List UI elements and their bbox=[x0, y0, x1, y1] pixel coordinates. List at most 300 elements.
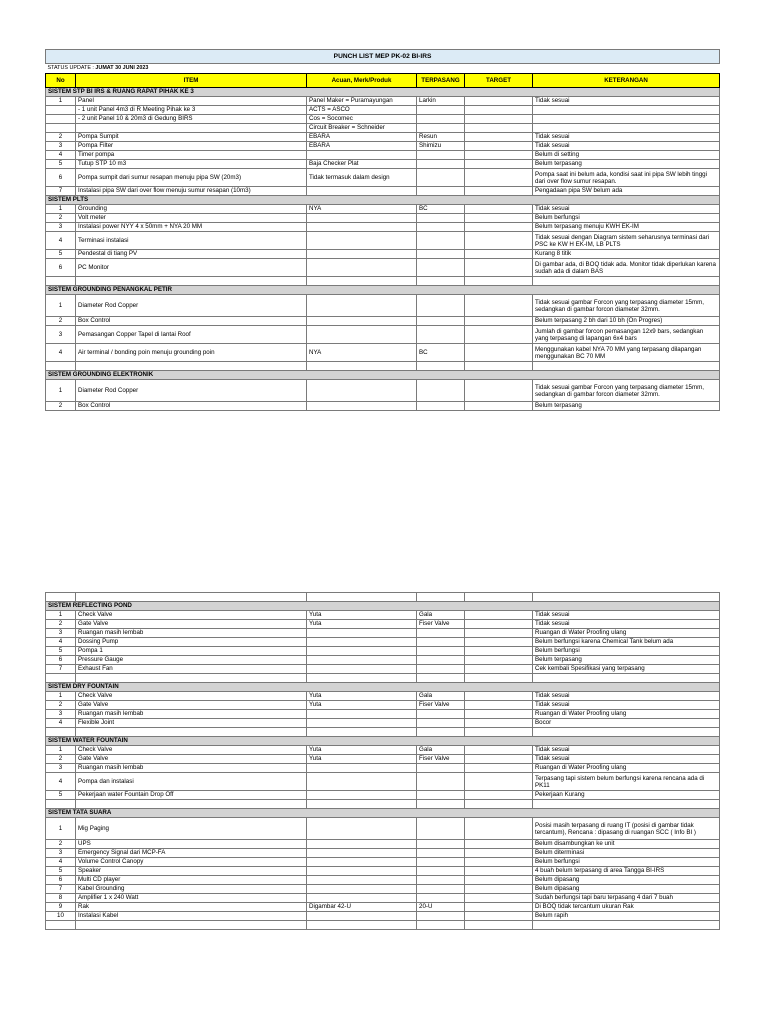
table-row bbox=[46, 656, 720, 665]
cell-terpasang bbox=[417, 876, 465, 885]
cell-target bbox=[465, 97, 533, 106]
table-row bbox=[46, 858, 720, 867]
cell-item: Speaker bbox=[76, 867, 307, 876]
table-row bbox=[46, 133, 720, 142]
cell-item: Pompa sumpit dari sumur resapan menuju pipa SW (20m3) bbox=[76, 169, 307, 187]
cell-acuan: EBARA bbox=[307, 142, 417, 151]
cell-no: 4 bbox=[46, 773, 76, 791]
cell-target bbox=[465, 187, 533, 196]
cell-terpasang bbox=[417, 921, 465, 930]
cell-no: 3 bbox=[46, 849, 76, 858]
cell-target bbox=[465, 326, 533, 344]
table-row bbox=[46, 674, 720, 683]
cell-terpasang bbox=[417, 849, 465, 858]
cell-no: 6 bbox=[46, 876, 76, 885]
cell-target bbox=[465, 160, 533, 169]
cell-item: Tutup STP 10 m3 bbox=[76, 160, 307, 169]
cell-item: UPS bbox=[76, 840, 307, 849]
cell-item: Gate Valve bbox=[76, 620, 307, 629]
cell-target bbox=[465, 115, 533, 124]
cell-item: Gate Valve bbox=[76, 701, 307, 710]
cell-acuan bbox=[307, 764, 417, 773]
cell-acuan: Yuta bbox=[307, 755, 417, 764]
cell-no: 1 bbox=[46, 295, 76, 317]
cell-keterangan: Tidak sesuai bbox=[533, 755, 720, 764]
cell-item: Emergency Signal dari MCP-FA bbox=[76, 849, 307, 858]
cell-target bbox=[465, 692, 533, 701]
cell-no bbox=[46, 800, 76, 809]
cell-terpasang bbox=[417, 629, 465, 638]
cell-acuan bbox=[307, 277, 417, 286]
cell-no bbox=[46, 674, 76, 683]
cell-terpasang bbox=[417, 728, 465, 737]
cell-target bbox=[465, 674, 533, 683]
cell-acuan bbox=[307, 719, 417, 728]
cell-target bbox=[465, 362, 533, 371]
section-header-row bbox=[46, 602, 720, 611]
cell-keterangan: Pekerjaan Kurang bbox=[533, 791, 720, 800]
cell-item: Volume Control Canopy bbox=[76, 858, 307, 867]
cell-target bbox=[465, 169, 533, 187]
table-row bbox=[46, 840, 720, 849]
cell-no: 6 bbox=[46, 259, 76, 277]
cell-target bbox=[465, 223, 533, 232]
cell-terpasang bbox=[417, 800, 465, 809]
cell-acuan bbox=[307, 629, 417, 638]
cell-no bbox=[46, 593, 76, 602]
table-row bbox=[46, 921, 720, 930]
table-row bbox=[46, 97, 720, 106]
cell-target bbox=[465, 629, 533, 638]
table-row bbox=[46, 773, 720, 791]
cell-keterangan: Tidak sesuai bbox=[533, 620, 720, 629]
cell-keterangan: Pengadaan pipa SW belum ada bbox=[533, 187, 720, 196]
cell-keterangan: Tidak sesuai bbox=[533, 746, 720, 755]
cell-terpasang bbox=[417, 317, 465, 326]
cell-target bbox=[465, 259, 533, 277]
section-title: SISTEM STP BI IRS & RUANG RAPAT PIHAK KE 3 bbox=[46, 88, 720, 97]
cell-item bbox=[76, 124, 307, 133]
section-header-row bbox=[46, 371, 720, 380]
cell-terpasang bbox=[417, 710, 465, 719]
cell-terpasang bbox=[417, 232, 465, 250]
cell-keterangan: Belum terpasang bbox=[533, 160, 720, 169]
cell-keterangan: Belum dipasang bbox=[533, 885, 720, 894]
cell-item: Exhaust Fan bbox=[76, 665, 307, 674]
cell-no bbox=[46, 921, 76, 930]
cell-no: 3 bbox=[46, 142, 76, 151]
section-title: SISTEM GROUNDING ELEKTRONIK bbox=[46, 371, 720, 380]
cell-keterangan: Tidak sesuai bbox=[533, 205, 720, 214]
table-row bbox=[46, 701, 720, 710]
cell-keterangan: Tidak sesuai bbox=[533, 701, 720, 710]
cell-item: Pompa 1 bbox=[76, 647, 307, 656]
header-acuan: Acuan, Merk/Produk bbox=[307, 74, 417, 88]
cell-acuan bbox=[307, 593, 417, 602]
cell-target bbox=[465, 232, 533, 250]
table-row bbox=[46, 380, 720, 402]
table-row bbox=[46, 791, 720, 800]
cell-item: Pemasangan Copper Tapel di lantai Roof bbox=[76, 326, 307, 344]
cell-item bbox=[76, 674, 307, 683]
cell-no: 2 bbox=[46, 133, 76, 142]
table-row bbox=[46, 124, 720, 133]
cell-target bbox=[465, 665, 533, 674]
cell-no: 5 bbox=[46, 867, 76, 876]
cell-keterangan bbox=[533, 674, 720, 683]
cell-no: 2 bbox=[46, 755, 76, 764]
title-row bbox=[46, 50, 720, 64]
cell-terpasang bbox=[417, 647, 465, 656]
cell-target bbox=[465, 344, 533, 362]
cell-acuan: ACTS = ASCO bbox=[307, 106, 417, 115]
cell-terpasang bbox=[417, 277, 465, 286]
cell-terpasang: Fiser Valve bbox=[417, 701, 465, 710]
table-row bbox=[46, 638, 720, 647]
cell-item: Terminasi instalasi bbox=[76, 232, 307, 250]
table-row bbox=[46, 115, 720, 124]
cell-terpasang bbox=[417, 840, 465, 849]
cell-target bbox=[465, 295, 533, 317]
cell-keterangan bbox=[533, 277, 720, 286]
table-row bbox=[46, 205, 720, 214]
cell-keterangan: Tidak sesuai gambar Forcon yang terpasang diameter 15mm, sedangkan di gambar forcon diameter 32mm. bbox=[533, 295, 720, 317]
table-row bbox=[46, 912, 720, 921]
cell-item: Kabel Grounding bbox=[76, 885, 307, 894]
cell-no: 4 bbox=[46, 344, 76, 362]
cell-no: 5 bbox=[46, 250, 76, 259]
table-row bbox=[46, 800, 720, 809]
table-row bbox=[46, 295, 720, 317]
cell-no: 1 bbox=[46, 611, 76, 620]
section-header-row bbox=[46, 286, 720, 295]
cell-item: Check Valve bbox=[76, 746, 307, 755]
cell-terpasang bbox=[417, 791, 465, 800]
cell-target bbox=[465, 849, 533, 858]
cell-terpasang bbox=[417, 106, 465, 115]
cell-item: Check Valve bbox=[76, 692, 307, 701]
cell-no: 6 bbox=[46, 656, 76, 665]
table-row bbox=[46, 903, 720, 912]
page-title: PUNCH LIST MEP PK-02 BI-IRS bbox=[46, 50, 720, 64]
cell-target bbox=[465, 151, 533, 160]
cell-terpasang: Gala bbox=[417, 746, 465, 755]
punch-list-sheet-top bbox=[45, 49, 719, 411]
cell-keterangan: Belum terpasang bbox=[533, 402, 720, 411]
cell-acuan bbox=[307, 885, 417, 894]
cell-keterangan: Belum berfungsi karena Chemical Tank belum ada bbox=[533, 638, 720, 647]
cell-terpasang bbox=[417, 402, 465, 411]
cell-keterangan: Di gambar ada, di BOQ tidak ada. Monitor tidak diperlukan karena sudah ada di dalam BAS bbox=[533, 259, 720, 277]
cell-acuan bbox=[307, 250, 417, 259]
cell-item: Timer pompa bbox=[76, 151, 307, 160]
cell-target bbox=[465, 214, 533, 223]
cell-keterangan: Tidak sesuai dengan Diagram sistem seharusnya terminasi dari PSC ke KW H EK-IM, LB PLTS bbox=[533, 232, 720, 250]
cell-no: 2 bbox=[46, 620, 76, 629]
cell-target bbox=[465, 921, 533, 930]
cell-acuan bbox=[307, 647, 417, 656]
table-row bbox=[46, 818, 720, 840]
cell-keterangan: Ruangan di Water Proofing ulang bbox=[533, 764, 720, 773]
cell-terpasang bbox=[417, 858, 465, 867]
cell-terpasang bbox=[417, 214, 465, 223]
cell-keterangan: Tidak sesuai bbox=[533, 97, 720, 106]
cell-acuan: Tidak termasuk dalam design bbox=[307, 169, 417, 187]
table-row bbox=[46, 647, 720, 656]
cell-terpasang: Larkin bbox=[417, 97, 465, 106]
cell-item: Diameter Rod Copper bbox=[76, 295, 307, 317]
cell-acuan: Digambar 42-U bbox=[307, 903, 417, 912]
cell-item: Box Control bbox=[76, 317, 307, 326]
cell-terpasang bbox=[417, 593, 465, 602]
table-row bbox=[46, 362, 720, 371]
cell-no: 4 bbox=[46, 719, 76, 728]
cell-keterangan: Menggunakan kabel NYA 70 MM yang terpasang dilapangan menggunakan BC 70 MM bbox=[533, 344, 720, 362]
cell-keterangan: Tidak sesuai bbox=[533, 692, 720, 701]
table-row bbox=[46, 611, 720, 620]
cell-acuan bbox=[307, 638, 417, 647]
cell-target bbox=[465, 593, 533, 602]
cell-terpasang bbox=[417, 223, 465, 232]
cell-acuan bbox=[307, 295, 417, 317]
cell-no: 5 bbox=[46, 160, 76, 169]
cell-item: Pressure Gauge bbox=[76, 656, 307, 665]
cell-acuan bbox=[307, 656, 417, 665]
header-no: No bbox=[46, 74, 76, 88]
cell-no bbox=[46, 728, 76, 737]
cell-terpasang: 20-U bbox=[417, 903, 465, 912]
header-item: ITEM bbox=[76, 74, 307, 88]
cell-keterangan: Ruangan di Water Proofing ulang bbox=[533, 710, 720, 719]
cell-item: Ruangan masih lembab bbox=[76, 629, 307, 638]
cell-no: 5 bbox=[46, 791, 76, 800]
cell-no: 2 bbox=[46, 402, 76, 411]
table-row bbox=[46, 755, 720, 764]
table-row bbox=[46, 710, 720, 719]
table-row bbox=[46, 326, 720, 344]
cell-acuan: Yuta bbox=[307, 620, 417, 629]
cell-target bbox=[465, 912, 533, 921]
cell-keterangan: Kurang 8 titik bbox=[533, 250, 720, 259]
table-row bbox=[46, 402, 720, 411]
cell-terpasang bbox=[417, 912, 465, 921]
cell-terpasang bbox=[417, 259, 465, 277]
cell-keterangan: Belum dipasang bbox=[533, 876, 720, 885]
section-title: SISTEM TATA SUARA bbox=[46, 809, 720, 818]
cell-target bbox=[465, 840, 533, 849]
cell-acuan bbox=[307, 849, 417, 858]
cell-terpasang bbox=[417, 674, 465, 683]
cell-item: Instalasi Kabel bbox=[76, 912, 307, 921]
table-row bbox=[46, 665, 720, 674]
cell-target bbox=[465, 656, 533, 665]
cell-target bbox=[465, 746, 533, 755]
table-row bbox=[46, 160, 720, 169]
cell-item: Pekerjaan water Fountain Drop Off bbox=[76, 791, 307, 800]
cell-target bbox=[465, 728, 533, 737]
cell-item: Diameter Rod Copper bbox=[76, 380, 307, 402]
cell-no bbox=[46, 124, 76, 133]
section-header-row bbox=[46, 196, 720, 205]
cell-item: Dossing Pump bbox=[76, 638, 307, 647]
cell-target bbox=[465, 250, 533, 259]
table-row bbox=[46, 223, 720, 232]
table-row bbox=[46, 106, 720, 115]
cell-item bbox=[76, 362, 307, 371]
table-row bbox=[46, 232, 720, 250]
cell-terpasang bbox=[417, 115, 465, 124]
cell-no bbox=[46, 115, 76, 124]
status-date: JUMAT 30 JUNI 2023 bbox=[95, 64, 149, 71]
cell-terpasang: BC bbox=[417, 344, 465, 362]
header-row bbox=[46, 74, 720, 88]
cell-keterangan: Ruangan di Water Proofing ulang bbox=[533, 629, 720, 638]
header-keterangan: KETERANGAN bbox=[533, 74, 720, 88]
punch-list-table-bottom bbox=[45, 592, 720, 930]
table-row bbox=[46, 849, 720, 858]
cell-acuan: Yuta bbox=[307, 692, 417, 701]
cell-terpasang bbox=[417, 764, 465, 773]
section-header-row bbox=[46, 809, 720, 818]
cell-keterangan: Belum terpasang bbox=[533, 656, 720, 665]
status-update bbox=[46, 64, 720, 74]
cell-terpasang bbox=[417, 380, 465, 402]
cell-terpasang bbox=[417, 773, 465, 791]
cell-acuan bbox=[307, 402, 417, 411]
cell-target bbox=[465, 620, 533, 629]
cell-no: 2 bbox=[46, 214, 76, 223]
cell-acuan bbox=[307, 380, 417, 402]
cell-target bbox=[465, 791, 533, 800]
cell-keterangan: Tidak sesuai bbox=[533, 133, 720, 142]
cell-item: Pompa dan instalasi bbox=[76, 773, 307, 791]
cell-acuan bbox=[307, 912, 417, 921]
cell-keterangan: Bocor bbox=[533, 719, 720, 728]
table-row bbox=[46, 250, 720, 259]
cell-item: Gate Valve bbox=[76, 755, 307, 764]
cell-item: PC Monitor bbox=[76, 259, 307, 277]
cell-target bbox=[465, 106, 533, 115]
cell-no: 3 bbox=[46, 629, 76, 638]
cell-item: Mig Paging bbox=[76, 818, 307, 840]
cell-keterangan: Belum di setting bbox=[533, 151, 720, 160]
cell-keterangan: Tidak sesuai gambar Forcon yang terpasang diameter 15mm, sedangkan di gambar forcon diameter 32mm. bbox=[533, 380, 720, 402]
table-row bbox=[46, 151, 720, 160]
cell-keterangan: Posisi masih terpasang di ruang IT (posisi di gambar tidak tercantum), Rencana : dipasang di ruangan SCC ( Info BI ) bbox=[533, 818, 720, 840]
cell-no: 3 bbox=[46, 710, 76, 719]
cell-item: - 2 unit Panel 10 & 20m3 di Gedung BIRS bbox=[76, 115, 307, 124]
cell-keterangan: Sudah berfungsi tapi baru terpasang 4 dari 7 buah bbox=[533, 894, 720, 903]
cell-terpasang bbox=[417, 187, 465, 196]
table-row bbox=[46, 214, 720, 223]
cell-no: 4 bbox=[46, 232, 76, 250]
cell-acuan bbox=[307, 317, 417, 326]
cell-keterangan bbox=[533, 593, 720, 602]
table-row bbox=[46, 876, 720, 885]
cell-acuan bbox=[307, 710, 417, 719]
cell-item: Ruangan masih lembab bbox=[76, 764, 307, 773]
cell-no: 1 bbox=[46, 97, 76, 106]
cell-target bbox=[465, 867, 533, 876]
cell-target bbox=[465, 858, 533, 867]
cell-acuan bbox=[307, 674, 417, 683]
table-row bbox=[46, 867, 720, 876]
cell-acuan: Yuta bbox=[307, 611, 417, 620]
cell-item: Grounding bbox=[76, 205, 307, 214]
cell-acuan bbox=[307, 840, 417, 849]
cell-keterangan: Terpasang tapi sistem belum berfungsi karena rencana ada di PK11 bbox=[533, 773, 720, 791]
cell-acuan: NYA bbox=[307, 344, 417, 362]
section-title: SISTEM WATER FOUNTAIN bbox=[46, 737, 720, 746]
cell-keterangan: Belum terpasang menuju KWH EK-IM bbox=[533, 223, 720, 232]
cell-terpasang bbox=[417, 818, 465, 840]
cell-keterangan: Belum berfungsi bbox=[533, 214, 720, 223]
cell-acuan bbox=[307, 362, 417, 371]
cell-keterangan bbox=[533, 800, 720, 809]
cell-no: 4 bbox=[46, 858, 76, 867]
cell-no: 1 bbox=[46, 205, 76, 214]
cell-item: Air terminal / bonding poin menuju grounding poin bbox=[76, 344, 307, 362]
cell-target bbox=[465, 701, 533, 710]
section-title: SISTEM DRY FOUNTAIN bbox=[46, 683, 720, 692]
section-header-row bbox=[46, 683, 720, 692]
cell-target bbox=[465, 903, 533, 912]
cell-terpasang bbox=[417, 169, 465, 187]
cell-item: Flexible Joint bbox=[76, 719, 307, 728]
cell-target bbox=[465, 894, 533, 903]
cell-terpasang: Resun bbox=[417, 133, 465, 142]
header-target: TARGET bbox=[465, 74, 533, 88]
cell-item bbox=[76, 921, 307, 930]
cell-no: 10 bbox=[46, 912, 76, 921]
cell-terpasang bbox=[417, 362, 465, 371]
cell-no: 8 bbox=[46, 894, 76, 903]
table-row bbox=[46, 277, 720, 286]
cell-item: Panel bbox=[76, 97, 307, 106]
cell-target bbox=[465, 773, 533, 791]
cell-target bbox=[465, 205, 533, 214]
cell-acuan bbox=[307, 223, 417, 232]
cell-target bbox=[465, 317, 533, 326]
cell-target bbox=[465, 277, 533, 286]
cell-acuan bbox=[307, 800, 417, 809]
cell-acuan bbox=[307, 259, 417, 277]
cell-item: Check Valve bbox=[76, 611, 307, 620]
cell-acuan: NYA bbox=[307, 205, 417, 214]
cell-keterangan: Belum disambungkan ke unit bbox=[533, 840, 720, 849]
table-row bbox=[46, 142, 720, 151]
cell-no: 7 bbox=[46, 665, 76, 674]
cell-item: Volt meter bbox=[76, 214, 307, 223]
cell-no: 2 bbox=[46, 701, 76, 710]
cell-acuan bbox=[307, 773, 417, 791]
cell-acuan bbox=[307, 728, 417, 737]
cell-acuan bbox=[307, 232, 417, 250]
cell-keterangan bbox=[533, 728, 720, 737]
cell-no: 4 bbox=[46, 151, 76, 160]
cell-terpasang: BC bbox=[417, 205, 465, 214]
cell-target bbox=[465, 719, 533, 728]
table-row bbox=[46, 187, 720, 196]
cell-target bbox=[465, 800, 533, 809]
cell-no: 9 bbox=[46, 903, 76, 912]
cell-item: Multi CD player bbox=[76, 876, 307, 885]
cell-acuan bbox=[307, 151, 417, 160]
cell-item: Instalasi pipa SW dari over flow menuju sumur resapan (10m3) bbox=[76, 187, 307, 196]
cell-item: Pompa Sumpit bbox=[76, 133, 307, 142]
cell-keterangan: Belum rapih bbox=[533, 912, 720, 921]
table-row bbox=[46, 629, 720, 638]
